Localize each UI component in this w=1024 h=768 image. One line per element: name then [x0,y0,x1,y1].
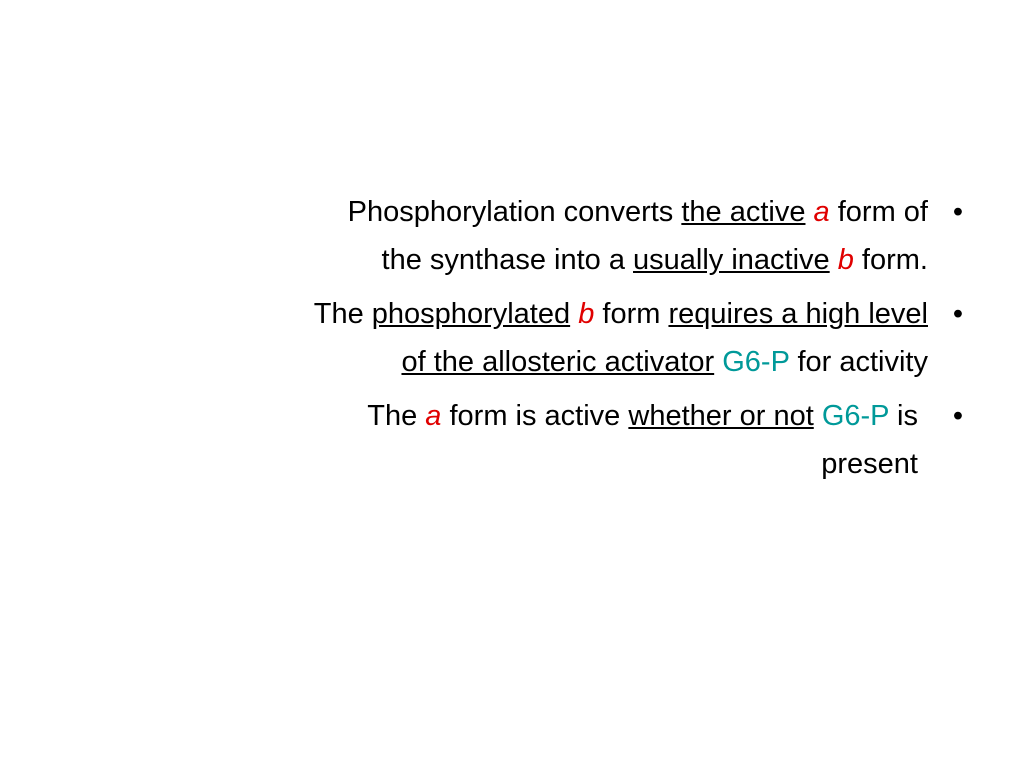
text-segment: present [821,448,918,480]
text-segment: form is active [441,400,629,432]
form-b-label: b [578,298,595,330]
form-a-label: a [813,196,830,228]
bullet-marker: • [952,298,964,330]
bullet-marker: • [952,196,964,228]
text-segment: form [594,298,669,330]
bullet-item-phosphorylated-b [40,290,980,386]
g6p-label: G6-P [722,346,790,378]
form-a-label: a [425,400,442,432]
bullet-item-a-form [40,392,980,488]
text-segment: Phosphorylation converts [347,196,682,228]
underlined-text: usually inactive [633,244,830,276]
text-segment: is [889,400,918,432]
text-segment [814,400,822,432]
bullet-text [367,392,918,488]
underlined-text: whether or not [628,400,814,432]
text-segment: form of [829,196,928,228]
underlined-text: phosphorylated [371,298,571,330]
text-segment: The [367,400,426,432]
text-segment: for activity [789,346,928,378]
bullet-marker: • [952,400,964,432]
text-segment [830,244,838,276]
bullet-text [348,188,928,284]
bullet-text [314,290,928,386]
g6p-label: G6-P [821,400,889,432]
text-segment: The [313,298,372,330]
text-segment: the synthase into a [381,244,634,276]
text-segment [805,196,813,228]
form-b-label: b [837,244,854,276]
underlined-text: requires a high level [668,298,928,330]
text-segment [570,298,578,330]
text-segment: form. [853,244,928,276]
underlined-text: the active [681,196,806,228]
bullet-item-phosphorylation [40,188,980,284]
bullet-list [40,188,980,494]
underlined-text: of the allosteric activator [401,346,715,378]
